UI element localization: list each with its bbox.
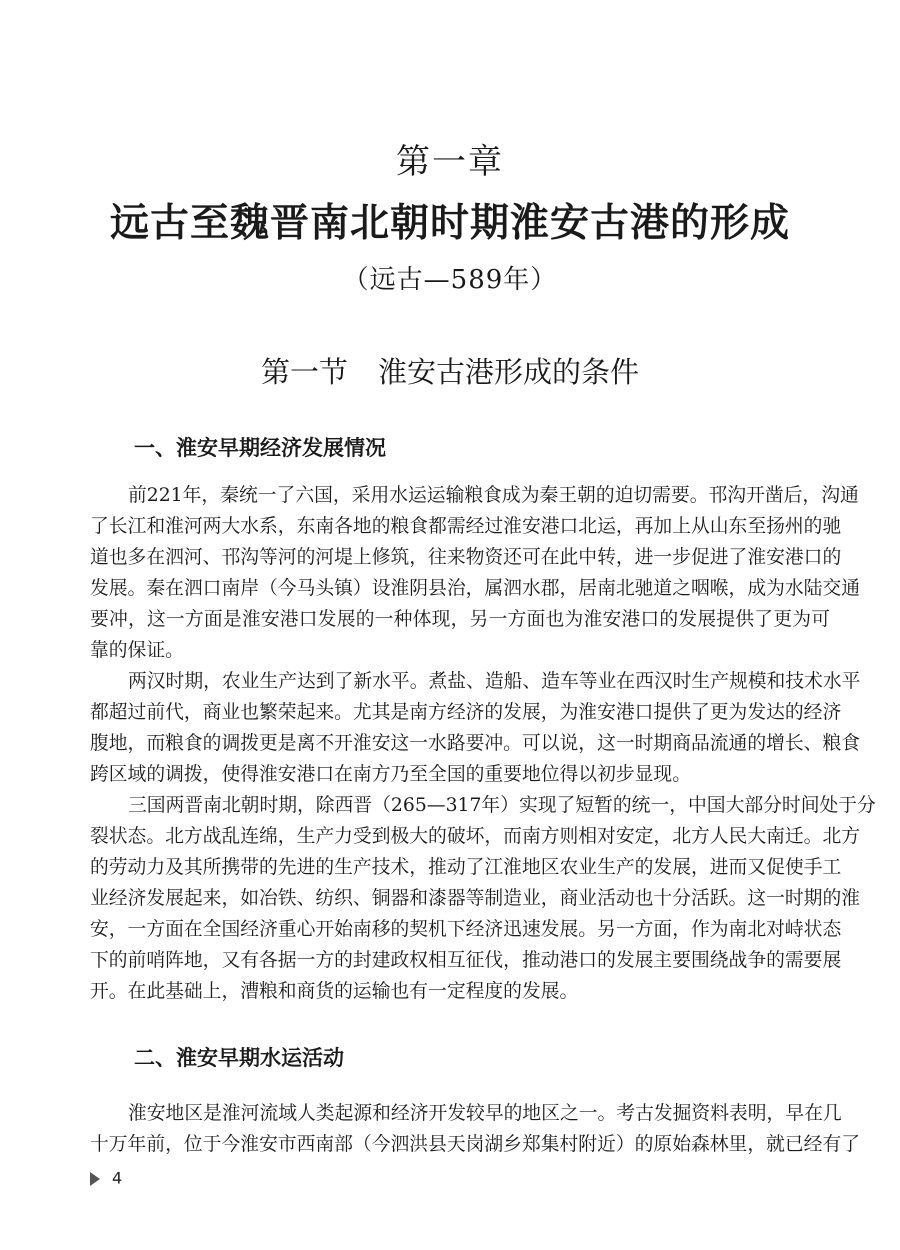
paragraph-4 [90, 1098, 861, 1160]
page-number: 4 [112, 1168, 123, 1188]
text-line: 前221年，秦统一了六国，采用水运运输粮食成为秦王朝的迫切需要。邗沟开凿后，沟通 [128, 485, 859, 506]
section-number: 第一节 [260, 355, 348, 389]
text-line: 的劳动力及其所携带的先进的生产技术，推动了江淮地区农业生产的发展，进而又促使手工 [90, 857, 842, 878]
text-line: 发展。秦在泗口南岸（今马头镇）设淮阴县治，属泗水郡，居南北驰道之咽喉，成为水陆交通 [90, 578, 861, 599]
text-line: 十万年前，位于今淮安市西南部（今泗洪县天岗湖乡郑集村附近）的原始森林里，就已经有了 [90, 1134, 861, 1155]
text-line: 三国两晋南北朝时期，除西晋（265—317年）实现了短暂的统一，中国大部分时间处于分 [128, 795, 876, 816]
text-line: 道也多在泗河、邗沟等河的河堤上修筑，往来物资还可在此中转，进一步促进了淮安港口的 [90, 547, 842, 568]
text-line: 开。在此基础上，漕粮和商货的运输也有一定程度的发展。 [90, 981, 579, 1002]
chapter-label: 第一章 [396, 142, 504, 182]
paragraph-2 [90, 666, 861, 790]
chapter-period: （远古—589年） [342, 265, 558, 295]
body-text-section-1 [90, 480, 876, 1007]
triangle-marker-icon [90, 1172, 100, 1186]
section-name: 淮安古港形成的条件 [378, 355, 640, 389]
chapter-title: 远古至魏晋南北朝时期淮安古港的形成 [109, 201, 790, 246]
body-text-section-2 [90, 1098, 861, 1160]
text-line: 淮安地区是淮河流域人类起源和经济开发较早的地区之一。考古发掘资料表明，早在几 [128, 1103, 842, 1124]
subheading-2: 二、淮安早期水运活动 [134, 1046, 344, 1070]
paragraph-3 [90, 790, 876, 1007]
text-line: 两汉时期，农业生产达到了新水平。煮盐、造船、造车等业在西汉时生产规模和技术水平 [128, 671, 861, 692]
page-footer [90, 1166, 122, 1191]
text-line: 下的前哨阵地，又有各据一方的封建政权相互征伐，推动港口的发展主要围绕战争的需要展 [90, 950, 842, 971]
subheading-1: 一、淮安早期经济发展情况 [134, 436, 386, 460]
section-title [0, 351, 900, 393]
text-line: 业经济发展起来，如冶铁、纺织、铜器和漆器等制造业，商业活动也十分活跃。这一时期的淮 [90, 888, 861, 909]
text-line: 安，一方面在全国经济重心开始南移的契机下经济迅速发展。另一方面，作为南北对峙状态 [90, 919, 842, 940]
text-line: 裂状态。北方战乱连绵，生产力受到极大的破坏，而南方则相对安定，北方人民大南迁。北方 [90, 826, 861, 847]
text-line: 靠的保证。 [90, 640, 184, 661]
text-line: 了长江和淮河两大水系，东南各地的粮食都需经过淮安港口北运，再加上从山东至扬州的驰 [90, 516, 842, 537]
text-line: 要冲，这一方面是淮安港口发展的一种体现，另一方面也为淮安港口的发展提供了更为可 [90, 609, 830, 630]
text-line: 跨区域的调拨，使得淮安港口在南方乃至全国的重要地位得以初步显现。 [90, 764, 691, 785]
text-line: 都超过前代，商业也繁荣起来。尤其是南方经济的发展，为淮安港口提供了更为发达的经济 [90, 702, 842, 723]
text-line: 腹地，而粮食的调拨更是离不开淮安这一水路要冲。可以说，这一时期商品流通的增长、粮食 [90, 733, 861, 754]
paragraph-1 [90, 480, 861, 666]
